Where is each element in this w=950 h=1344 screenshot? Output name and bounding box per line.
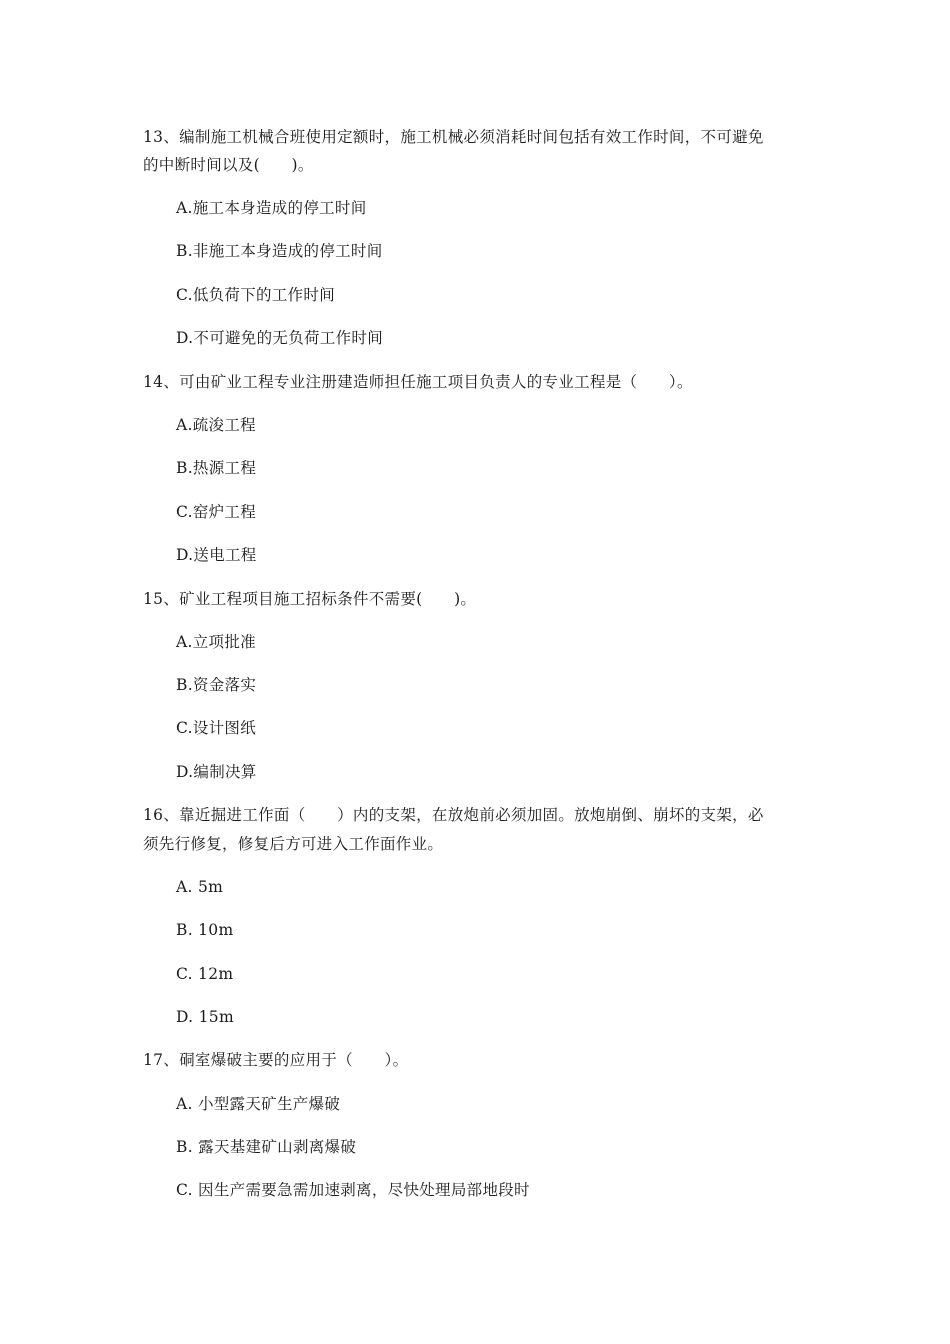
question-14-option-b: B.热源工程 bbox=[176, 459, 257, 477]
question-14-option-a: A.疏浚工程 bbox=[176, 416, 256, 434]
question-16-stem-line-1: 16、靠近掘进工作面（ ）内的支架，在放炮前必须加固。放炮崩倒、崩坏的支架，必 bbox=[143, 806, 764, 824]
question-16-option-a: A. 5m bbox=[176, 878, 224, 896]
question-15-option-b: B.资金落实 bbox=[176, 676, 257, 694]
question-16-option-b: B. 10m bbox=[176, 921, 234, 939]
question-17-stem-line-1: 17、硐室爆破主要的应用于（ ）。 bbox=[143, 1051, 409, 1069]
question-16-option-c: C. 12m bbox=[176, 965, 234, 983]
question-13-stem-line-2: 的中断时间以及( )。 bbox=[143, 156, 314, 174]
question-13-option-c: C.低负荷下的工作时间 bbox=[176, 286, 336, 304]
question-17-option-a: A. 小型露天矿生产爆破 bbox=[176, 1095, 341, 1113]
question-13-option-b: B.非施工本身造成的停工时间 bbox=[176, 242, 383, 260]
question-17-option-c: C. 因生产需要急需加速剥离，尽快处理局部地段时 bbox=[176, 1181, 530, 1199]
question-15-stem-line-1: 15、矿业工程项目施工招标条件不需要( )。 bbox=[143, 590, 477, 608]
question-15-option-a: A.立项批准 bbox=[176, 633, 256, 651]
question-16-stem-line-2: 须先行修复，修复后方可进入工作面作业。 bbox=[143, 835, 444, 853]
question-13-stem-line-1: 13、编制施工机械合班使用定额时，施工机械必须消耗时间包括有效工作时间，不可避免 bbox=[143, 128, 764, 146]
question-17-option-b: B. 露天基建矿山剥离爆破 bbox=[176, 1138, 357, 1156]
question-15-option-c: C.设计图纸 bbox=[176, 719, 257, 737]
question-13-option-a: A.施工本身造成的停工时间 bbox=[176, 199, 367, 217]
question-14-stem-line-1: 14、可由矿业工程专业注册建造师担任施工项目负责人的专业工程是（ ）。 bbox=[143, 373, 693, 391]
question-16-option-d: D. 15m bbox=[176, 1008, 234, 1026]
question-15-option-d: D.编制决算 bbox=[176, 763, 257, 781]
question-13-option-d: D.不可避免的无负荷工作时间 bbox=[176, 329, 384, 347]
question-14-option-c: C.窑炉工程 bbox=[176, 503, 257, 521]
question-14-option-d: D.送电工程 bbox=[176, 546, 257, 564]
